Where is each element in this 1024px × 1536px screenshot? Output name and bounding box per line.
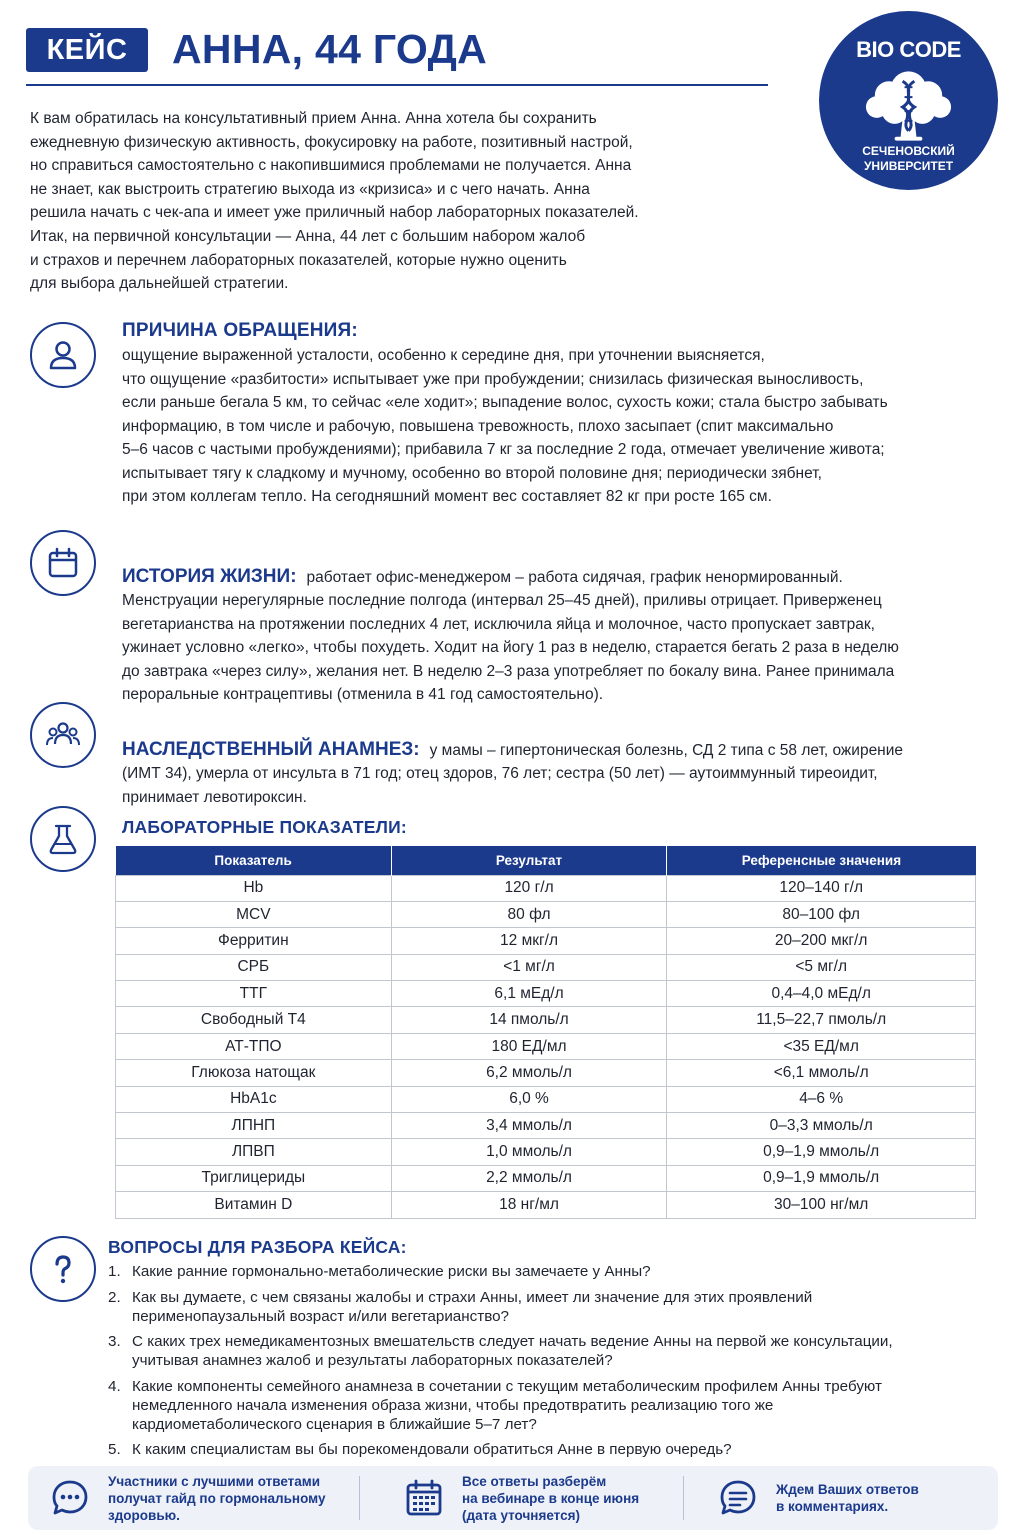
footer-divider (683, 1476, 684, 1520)
history-text: работает офис-менеджером – работа сидячая, график ненормированный. Менструации нерегулярные последние полгода (интервал 25–45 дней), приливы отрицает. Приверженец вегетарианства на протяжении последних 4 лет, исключила яйца и молочное, часто пропускает завтрак, ужинает условно «легко», чтобы похудеть. Ходит на йогу 1 раз в неделю, старается бегать 2 раза в неделю до завтрака «через силу», желания нет. В неделю 2–3 раза употребляет по бокалу вина. Ранее принимала пероральные контрацептивы (отменила в 41 год самостоятельно). (122, 568, 899, 703)
question-item (108, 1377, 978, 1434)
lab-reference-cell: <5 мг/л (667, 954, 976, 980)
header-result: Результат (391, 846, 667, 875)
biocode-logo (819, 11, 998, 190)
lab-reference-cell: 0,9–1,9 ммоль/л (667, 1165, 976, 1191)
question-number: 4. (108, 1377, 121, 1395)
lab-indicator-cell: АТ-ТПО (116, 1033, 392, 1059)
logo-bottom-text (819, 144, 998, 174)
chat-dots-icon (50, 1478, 90, 1518)
lab-reference-cell: 0,9–1,9 ммоль/л (667, 1139, 976, 1165)
lab-table (115, 846, 976, 1219)
family-text: у мамы – гипертоническая болезнь, СД 2 типа с 58 лет, ожирение (ИМТ 34), умерла от инсульта в 71 год; отец здоров, 76 лет; сестра (50 лет) — аутоиммунный тиреоидит, принимает левотироксин. (122, 741, 904, 806)
lab-result-cell: 180 ЕД/мл (391, 1033, 667, 1059)
footer-item-prize (50, 1466, 350, 1530)
lab-result-cell: 6,2 ммоль/л (391, 1060, 667, 1086)
question-text: Как вы думаете, с чем связаны жалобы и страхи Анны, имеет ли значение для этих проявлений перименопаузальный возраст и/или вегетарианство? (132, 1288, 813, 1325)
tree-dna-icon (859, 67, 958, 147)
lab-indicator-cell: Ферритин (116, 928, 392, 954)
logo-line-1: СЕЧЕНОВСКИЙ (862, 144, 955, 158)
lab-result-cell: 12 мкг/л (391, 928, 667, 954)
lab-indicator-cell: Свободный Т4 (116, 1007, 392, 1033)
table-row (116, 1060, 976, 1086)
calendar-icon (404, 1478, 444, 1518)
lab-reference-cell: 120–140 г/л (667, 875, 976, 901)
page-title: АННА, 44 ГОДА (172, 26, 487, 72)
family-icon-circle (30, 702, 96, 768)
lab-indicator-cell: Триглицериды (116, 1165, 392, 1191)
header-indicator: Показатель (116, 846, 392, 875)
history-block (122, 541, 982, 707)
table-row (116, 901, 976, 927)
person-icon-circle (30, 322, 96, 388)
question-mark-icon (46, 1252, 80, 1286)
lab-reference-cell: 30–100 нг/мл (667, 1192, 976, 1218)
question-text: Какие ранние гормонально-метаболические риски вы замечаете у Анны? (132, 1263, 651, 1280)
lab-result-cell: 1,0 ммоль/л (391, 1139, 667, 1165)
lab-result-cell: 14 пмоль/л (391, 1007, 667, 1033)
footer-item-webinar (404, 1466, 694, 1530)
lab-reference-cell: 80–100 фл (667, 901, 976, 927)
logo-line-2: УНИВЕРСИТЕТ (863, 159, 954, 173)
table-row (116, 954, 976, 980)
lab-indicator-cell: ЛПНП (116, 1113, 392, 1139)
footer-text-webinar: Все ответы разберём на вебинаре в конце июня (дата уточняется) (462, 1473, 640, 1523)
comment-icon (718, 1478, 758, 1518)
title-divider (26, 84, 768, 86)
lab-indicator-cell: СРБ (116, 954, 392, 980)
footer-divider (359, 1476, 360, 1520)
table-row (116, 1086, 976, 1112)
calendar-icon-circle (30, 530, 96, 596)
lab-indicator-cell: HbA1c (116, 1086, 392, 1112)
lab-result-cell: 2,2 ммоль/л (391, 1165, 667, 1191)
question-text: Какие компоненты семейного анамнеза в сочетании с текущим метаболическим профилем Анны требуют немедленного начала изменения образа жизни, чтобы предотвратить реализацию того же кардиометаболического сценария в ближайшие 5–7 лет? (132, 1377, 882, 1433)
lab-indicator-cell: Витамин D (116, 1192, 392, 1218)
footer-banner (28, 1466, 998, 1530)
family-title: НАСЛЕДСТВЕННЫЙ АНАМНЕЗ: (122, 738, 420, 760)
reason-text: ощущение выраженной усталости, особенно к середине дня, при уточнении выясняется, что ощущение «разбитости» испытывает уже при пробуждении; снизилась физическая выносливость, если раньше бегала 5 км, то сейчас «еле ходит»; выпадение волос, сухость кожи; стала быстро забывать информацию, в том числе и рабочую, повышена тревожность, плохо засыпает (спит максимально 5–6 часов с частыми пробуждениями); прибавила 7 кг за последние 2 года, отмечает увеличение живота; испытывает тягу к сладкому и мучному, особенно во второй половине дня; периодически зябнет, при этом коллегам тепло. На сегодняшний момент вес составляет 82 кг при росте 165 см. (122, 347, 888, 505)
question-item (108, 1262, 978, 1281)
flask-icon-circle (30, 806, 96, 872)
lab-reference-cell: <6,1 ммоль/л (667, 1060, 976, 1086)
lab-result-cell: 6,0 % (391, 1086, 667, 1112)
footer-text-prize: Участники с лучшими ответами получат гайд по гормональному здоровью. (108, 1473, 326, 1523)
table-row (116, 928, 976, 954)
table-row (116, 875, 976, 901)
lab-reference-cell: 0–3,3 ммоль/л (667, 1113, 976, 1139)
lab-result-cell: 6,1 мЕд/л (391, 981, 667, 1007)
lab-indicator-cell: MCV (116, 901, 392, 927)
questions-list (108, 1262, 978, 1466)
lab-indicator-cell: ЛПВП (116, 1139, 392, 1165)
lab-result-cell: 80 фл (391, 901, 667, 927)
question-number: 5. (108, 1441, 121, 1458)
case-badge: КЕЙС (26, 28, 148, 72)
header-reference: Референсные значения (667, 846, 976, 875)
reason-title: ПРИЧИНА ОБРАЩЕНИЯ: (122, 320, 358, 341)
footer-item-comments (718, 1466, 988, 1530)
lab-indicator-cell: Глюкоза натощак (116, 1060, 392, 1086)
question-item (108, 1288, 978, 1326)
history-title: ИСТОРИЯ ЖИЗНИ: (122, 565, 297, 587)
lab-result-cell: 18 нг/мл (391, 1192, 667, 1218)
lab-reference-cell: <35 ЕД/мл (667, 1033, 976, 1059)
lab-reference-cell: 4–6 % (667, 1086, 976, 1112)
lab-indicator-cell: ТТГ (116, 981, 392, 1007)
intro-paragraph: К вам обратилась на консультативный прием Анна. Анна хотела бы сохранить ежедневную физическую активность, фокусировку на работе, позитивный настрой, но справиться самостоятельно с накопившимися проблемами не получается. Анна не знает, как выстроить стратегию выхода из «кризиса» и с чего начать. Анна решила начать с чек-апа и имеет уже приличный набор лабораторных показателей. Итак, на первичной консультации — Анна, 44 лет с большим набором жалоб и страхов и перечнем лабораторных показателей, которые нужно оценить для выбора дальнейшей стратегии. (30, 110, 639, 293)
calendar-icon (46, 546, 80, 580)
question-item (108, 1332, 978, 1370)
lab-result-cell: 3,4 ммоль/л (391, 1113, 667, 1139)
table-row (116, 1139, 976, 1165)
footer-text-comments: Ждем Ваших ответов в комментариях. (776, 1482, 919, 1514)
table-row (116, 1165, 976, 1191)
person-icon (46, 338, 80, 372)
table-row (116, 1033, 976, 1059)
group-people-icon (46, 718, 80, 752)
question-number: 3. (108, 1333, 121, 1350)
table-row (116, 1007, 976, 1033)
flask-icon (46, 822, 80, 856)
question-number: 2. (108, 1288, 121, 1306)
question-number: 1. (108, 1263, 121, 1280)
family-block (122, 714, 982, 809)
question-icon-circle (30, 1236, 96, 1302)
lab-table-header (116, 846, 976, 875)
lab-indicator-cell: Hb (116, 875, 392, 901)
question-text: С каких трех немедикаментозных вмешательств следует начать ведение Анны на первой же консультации, учитывая анамнез жалоб и результаты лабораторных показателей? (132, 1333, 893, 1369)
lab-reference-cell: 20–200 мкг/л (667, 928, 976, 954)
lab-result-cell: <1 мг/л (391, 954, 667, 980)
lab-result-cell: 120 г/л (391, 875, 667, 901)
table-row (116, 1113, 976, 1139)
questions-title: ВОПРОСЫ ДЛЯ РАЗБОРА КЕЙСА: (108, 1237, 407, 1257)
question-text: К каким специалистам вы бы порекомендовали обратиться Анне в первую очередь? (132, 1441, 732, 1458)
lab-reference-cell: 11,5–22,7 пмоль/л (667, 1007, 976, 1033)
logo-top-text: BIO CODE (856, 37, 961, 62)
lab-reference-cell: 0,4–4,0 мЕд/л (667, 981, 976, 1007)
question-item (108, 1440, 978, 1459)
table-row (116, 1192, 976, 1218)
table-row (116, 981, 976, 1007)
lab-title: ЛАБОРАТОРНЫЕ ПОКАЗАТЕЛИ: (122, 817, 407, 837)
